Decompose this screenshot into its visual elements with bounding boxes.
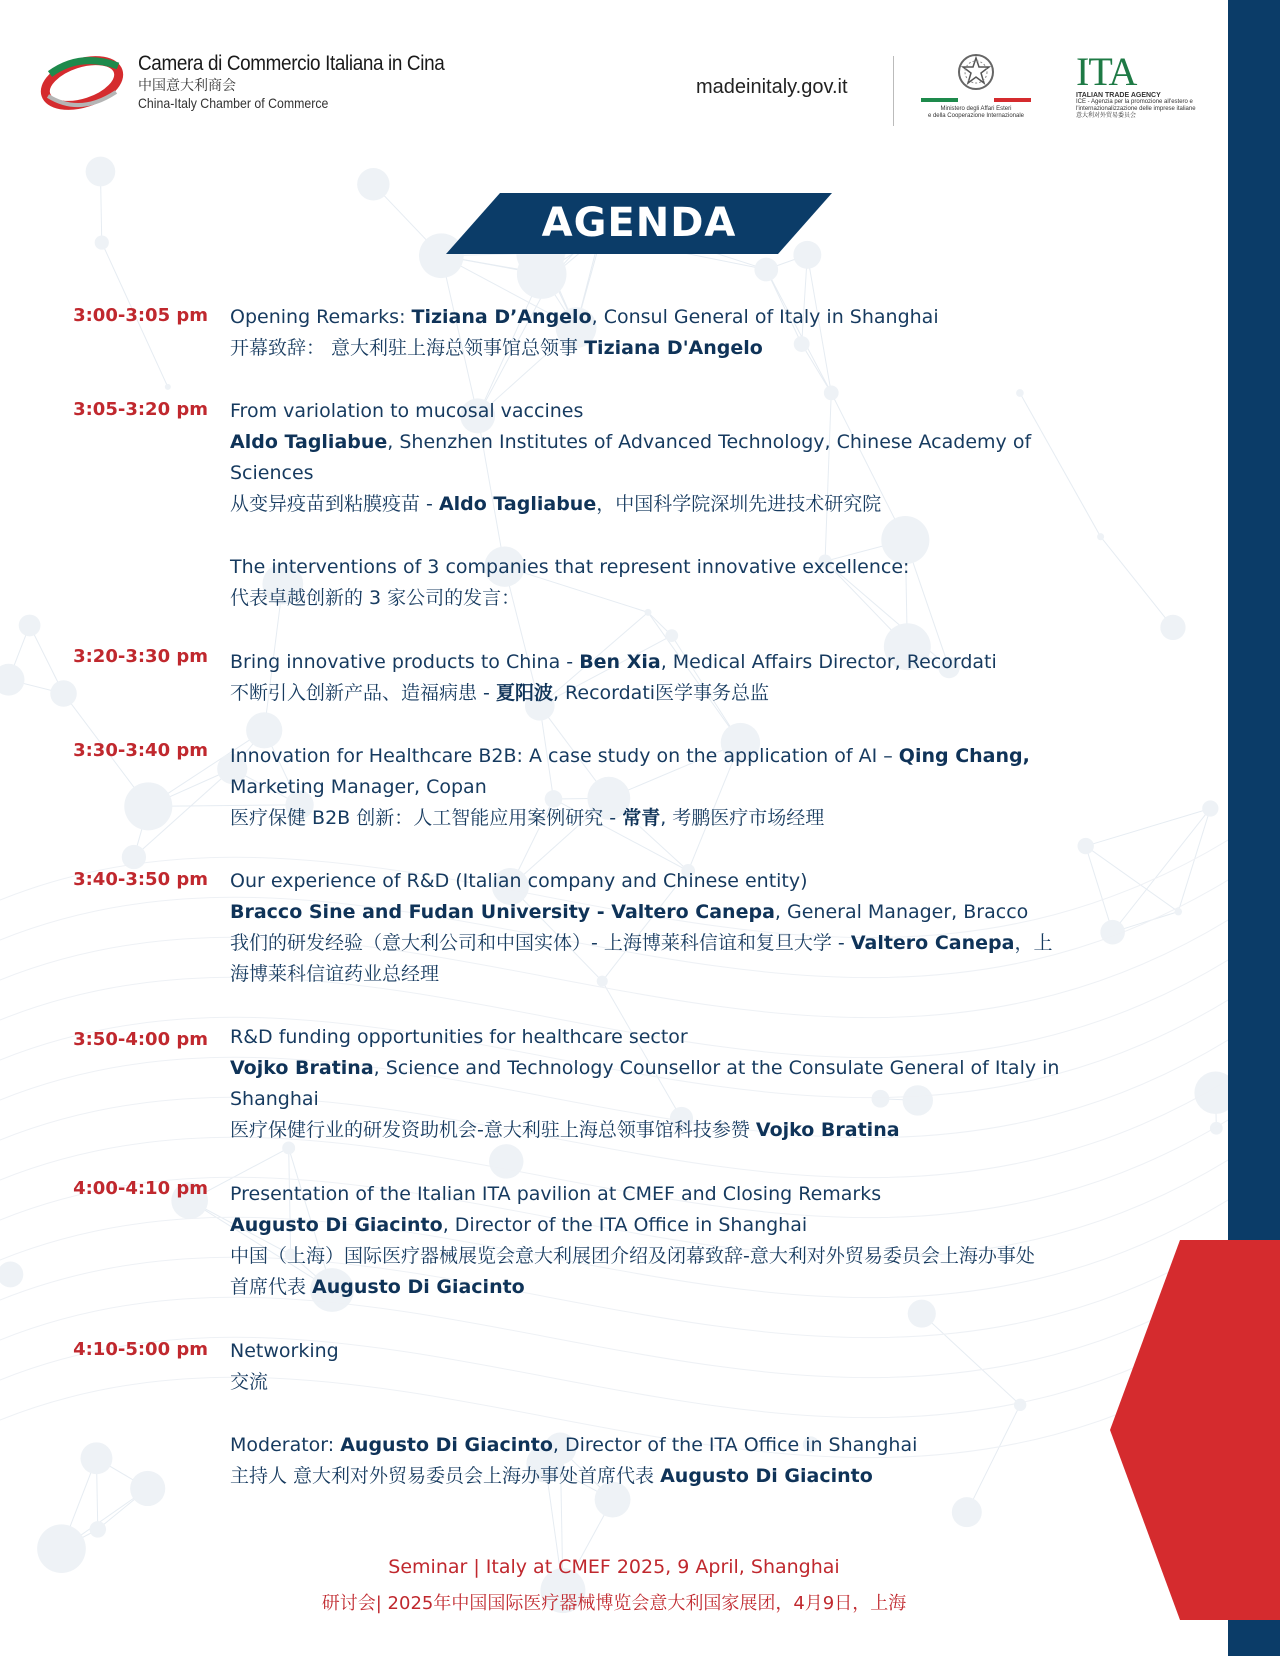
agenda-content: From variolation to mucosal vaccines Aldo Tagliabue, Shenzhen Institutes of Advanced Technology, Chinese Academy of Sciences 从变异疫苗到粘膜疫苗 - Aldo Tagliabue，中国科学院深圳先进技术研究院	[230, 400, 1032, 515]
network-link	[1178, 808, 1210, 911]
agenda-content: Our experience of R&D (Italian company and Chinese entity) Bracco Sine and Fudan University - Valtero Canepa, General Manager, Bracco 我们的研发经验（意大利公司和中国实体）- 上海博莱科信谊和复旦大学 - Valtero Canepa，上 海博莱科信谊药业总经理	[230, 870, 1053, 985]
network-node	[81, 1442, 113, 1474]
agenda-time: 4:00-4:10 pm	[73, 1178, 208, 1199]
ita-cn: 意大利对外贸易委员会	[1076, 113, 1137, 119]
agenda-title-banner	[446, 193, 832, 254]
agenda-content: Innovation for Healthcare B2B: A case study on the application of AI – Qing Chang, Marketing Manager, Copan 医疗保健 B2B 创新：人工智能应用案例研究 - 常青, 考鹏医疗市场经理	[230, 745, 1030, 829]
network-node	[90, 1521, 107, 1538]
chamber-name	[138, 52, 478, 112]
ita-logo	[1076, 49, 1196, 120]
italian-flag-stripe	[921, 98, 1031, 102]
network-node	[124, 782, 172, 830]
chamber-name-en: China-Italy Chamber of Commerce	[138, 95, 329, 111]
agenda-content: R&D funding opportunities for healthcare sector Vojko Bratina, Science and Technology Counsellor at the Consulate General of Italy in Shanghai 医疗保健行业的研发资助机会-意大利驻上海总领事馆科技参赞 Vojko Bratina	[230, 1026, 1060, 1141]
agenda-time: 4:10-5:00 pm	[73, 1339, 208, 1360]
network-node	[908, 1300, 936, 1328]
agenda-content: Networking 交流	[230, 1340, 339, 1393]
network-node	[50, 680, 77, 707]
network-node	[665, 629, 678, 642]
network-node	[1194, 1071, 1228, 1113]
network-node	[1014, 1399, 1026, 1411]
network-node	[130, 1471, 165, 1506]
agenda-content: Moderator: Augusto Di Giacinto, Director of the ITA Office in Shanghai 主持人 意大利对外贸易委员会上海办事处首席代表 Augusto Di Giacinto	[230, 1434, 918, 1487]
network-node	[0, 1262, 23, 1288]
network-node	[165, 384, 171, 390]
agenda-content: The interventions of 3 companies that represent innovative excellence: 代表卓越创新的 3 家公司的发言：	[230, 556, 910, 609]
page-title: AGENDA	[541, 200, 737, 246]
network-node	[0, 664, 24, 696]
header-divider	[893, 56, 894, 126]
agenda-time: 3:30-3:40 pm	[73, 740, 208, 761]
ministry-logo	[916, 52, 1036, 132]
footer-event-en: Seminar | Italy at CMEF 2025, 9 April, Shanghai	[388, 1556, 840, 1578]
ita-desc1: ICE - Agenzia per la promozione all'estero e	[1076, 99, 1193, 105]
network-node	[754, 258, 778, 282]
ministry-line2: e della Cooperazione Internazionale	[927, 113, 1025, 119]
network-node	[95, 235, 109, 249]
ministry-line1: Ministero degli Affari Esteri	[940, 106, 1012, 112]
footer-event-cn: 研讨会| 2025年中国国际医疗器械博览会意大利国家展团，4月9日，上海	[321, 1593, 907, 1614]
agenda-time: 3:50-4:00 pm	[73, 1029, 208, 1050]
chamber-name-cn: 中国意大利商会	[138, 77, 236, 93]
ita-desc2: l'internazionalizzazione delle imprese italiane	[1076, 106, 1196, 112]
agenda-content: Bring innovative products to China - Ben Xia, Medical Affairs Director, Recordati 不断引入创新产品、造福病患 - 夏阳波, Recordati医学事务总监	[230, 651, 997, 704]
network-node	[1202, 800, 1218, 816]
network-node	[1160, 615, 1185, 640]
chamber-logo-icon	[40, 52, 124, 114]
ita-name: ITALIAN TRADE AGENCY	[1076, 92, 1161, 99]
ita-logo-text: ITA	[1076, 49, 1137, 94]
network-node	[1078, 838, 1094, 854]
network-node	[489, 1144, 523, 1178]
network-node	[19, 615, 41, 637]
italian-emblem-icon	[956, 52, 996, 92]
agenda-content: Opening Remarks: Tiziana D’Angelo, Consul General of Italy in Shanghai 开幕致辞： 意大利驻上海总领事馆总领事 Tiziana D'Angelo	[230, 306, 939, 359]
network-node	[1097, 533, 1104, 540]
agenda-content: Presentation of the Italian ITA pavilion at CMEF and Closing Remarks Augusto Di Giacinto, Director of the ITA Office in Shanghai 中国（上海）国际医疗器械展览会意大利展团介绍及闭幕致辞-意大利对外贸易委员会上海办事处 首席代表 Augusto Di Giacinto	[230, 1183, 1035, 1298]
agenda-time: 3:20-3:30 pm	[73, 646, 208, 667]
agenda-time: 3:05-3:20 pm	[73, 399, 208, 420]
network-node	[952, 1497, 982, 1527]
agenda-time: 3:00-3:05 pm	[73, 305, 208, 326]
agenda-time: 3:40-3:50 pm	[73, 869, 208, 890]
website-link[interactable]: madeinitaly.gov.it	[696, 76, 848, 98]
network-node	[86, 157, 116, 187]
chamber-name-it: Camera di Commercio Italiana in Cina	[138, 52, 445, 75]
network-node	[357, 168, 389, 200]
